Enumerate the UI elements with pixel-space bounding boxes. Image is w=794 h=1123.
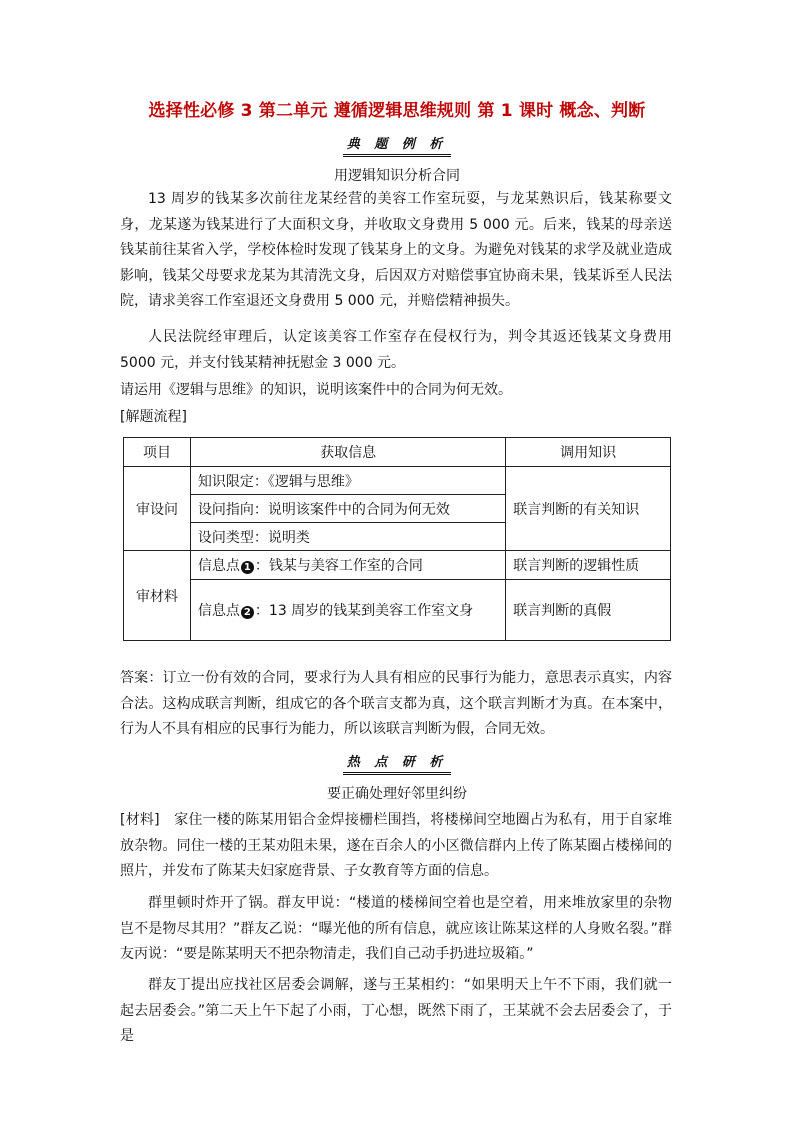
case-paragraph-1: 13 周岁的钱某多次前往龙某经营的美容工作室玩耍，与龙某熟识后，钱某称要文身，龙某遂为钱某进行了大面积文身，并收取文身费用 5 000 元。后来，钱某的母亲送钱某前往某省入学，学校体检时发现了钱某身上的文身。为避免对钱某的求学及就业造成影响，钱某父母要求龙某为其清洗文身，后因双方对赔偿事宜协商未果，钱某诉至人民法院，请求美容工作室退还文身费用 5 000 元，并赔偿精神损失。 [120,191,672,309]
case-paragraph-2: 人民法院经审理后，认定该美容工作室存在侵权行为，判令其返还钱某文身费用 5000 元，并支付钱某精神抚慰金 3 000 元。 [120,329,672,371]
group2-info-2 [190,580,505,641]
group1-item: 审设问 [124,467,191,551]
group2-item: 审材料 [124,551,191,641]
group2-knowledge-1: 联言判断的逻辑性质 [506,551,671,580]
group1-knowledge: 联言判断的有关知识 [506,467,671,551]
group2-knowledge-2: 联言判断的真假 [506,580,671,641]
circled-number-1-icon: 1 [241,561,254,574]
info-point-text: ：13 周岁的钱某到美容工作室文身 [254,603,474,619]
group2-info-1 [190,551,505,580]
section-heading-hotspot [0,751,794,775]
group1-info-2: 设问指向：说明该案件中的合同为何无效 [190,495,505,523]
info-point-label: 信息点 [197,603,240,619]
answer-text: 答案：订立一份有效的合同，要求行为人具有相应的民事行为能力，意思表示真实，内容合法。这构成联言判断，组成它的各个联言支都为真，这个联言判断才为真。在本案中，行为人不具有相应的民事行为能力，所以该联言判断为假，合同无效。 [120,670,672,737]
table-header-row [124,438,671,467]
flow-label: [解题流程] [120,409,187,425]
table-row [124,551,671,580]
group1-info-1: 知识限定：《逻辑与思维》 [190,467,505,495]
discussion-paragraph-2: 群友丁提出应找社区居委会调解，遂与王某相约：“如果明天上午不下雨，我们就一起去居委会。”第二天上午下起了小雨，丁心想，既然下雨了，王某就不会去居委会了，于是 [120,977,672,1044]
header-info: 获取信息 [190,438,505,467]
example-subtitle: 用逻辑知识分析合同 [334,168,460,184]
section-heading-example-text: 典 题 例 析 [343,133,452,157]
page-title: 选择性必修 3 第二单元 遵循逻辑思维规则 第 1 课时 概念、判断 [148,101,646,121]
table-row [124,580,671,641]
section-heading-hotspot-text: 热 点 研 析 [343,751,452,775]
section-heading-example [0,133,794,157]
group1-info-3: 设问类型：说明类 [190,523,505,551]
discussion-paragraph-1: 群里顿时炸开了锅。群友甲说：“楼道的楼梯间空着也是空着，用来堆放家里的杂物岂不是物尽其用？”群友乙说：“曝光他的所有信息，就应该让陈某这样的人身败名裂。”群友丙说：“要是陈某明天不把杂物清走，我们自己动手扔进垃圾箱。” [120,895,672,962]
hotspot-subtitle: 要正确处理好邻里纠纷 [327,786,467,802]
table-row [124,467,671,495]
question-text: 请运用《逻辑与思维》的知识，说明该案件中的合同为何无效。 [120,382,512,398]
info-point-label: 信息点 [197,558,240,574]
info-point-text: ：钱某与美容工作室的合同 [254,558,423,574]
analysis-table [123,437,671,641]
header-item: 项目 [124,438,191,467]
header-knowledge: 调用知识 [506,438,671,467]
material-paragraph: [材料] 家住一楼的陈某用铝合金焊接栅栏围挡，将楼梯间空地圈占为私有，用于自家堆放杂物。同住一楼的王某劝阻未果，遂在百余人的小区微信群内上传了陈某圈占楼梯间的照片，并发布了陈某夫妇家庭背景、子女教育等方面的信息。 [120,812,672,879]
circled-number-2-icon: 2 [241,606,254,619]
